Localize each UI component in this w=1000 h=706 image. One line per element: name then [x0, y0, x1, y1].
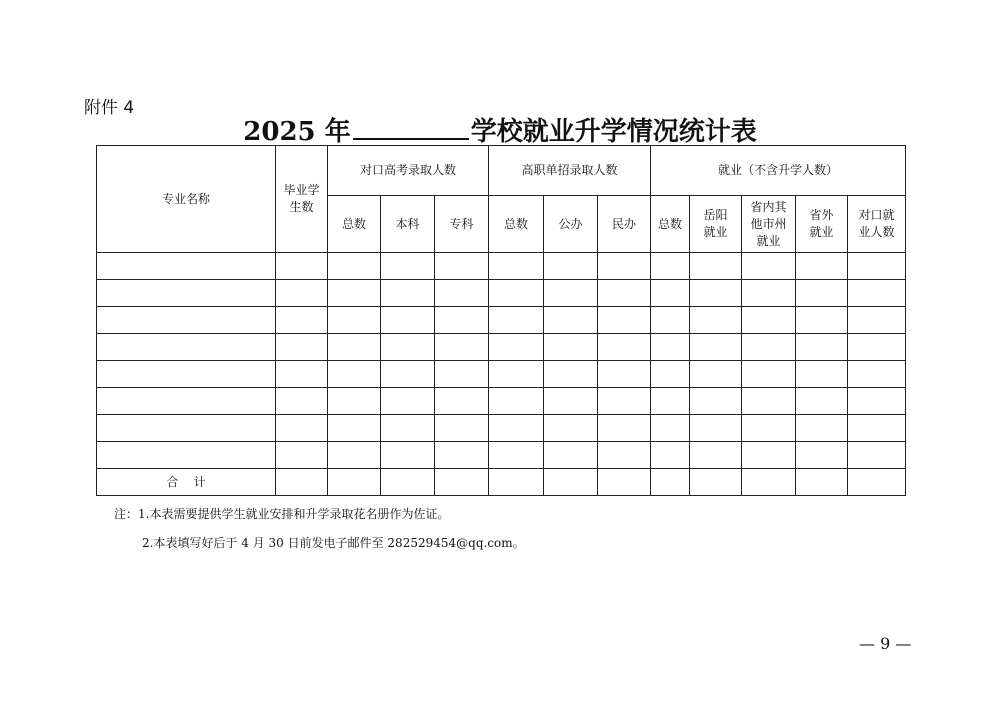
table-cell[interactable]: [435, 388, 489, 415]
table-cell[interactable]: [328, 415, 381, 442]
table-cell[interactable]: [276, 469, 328, 496]
table-cell[interactable]: [381, 469, 435, 496]
table-cell[interactable]: [598, 442, 651, 469]
table-cell[interactable]: [651, 253, 690, 280]
table-cell[interactable]: [848, 334, 906, 361]
notes: [114, 500, 525, 558]
table-cell[interactable]: [97, 442, 276, 469]
table-cell[interactable]: [690, 388, 742, 415]
table-cell[interactable]: [544, 253, 598, 280]
table-cell[interactable]: [97, 388, 276, 415]
table-cell[interactable]: [328, 280, 381, 307]
table-cell[interactable]: [544, 334, 598, 361]
table-cell[interactable]: [598, 334, 651, 361]
table-cell[interactable]: [848, 388, 906, 415]
table-cell[interactable]: [796, 469, 848, 496]
table-cell[interactable]: [651, 280, 690, 307]
table-cell[interactable]: [97, 280, 276, 307]
table-cell[interactable]: [328, 361, 381, 388]
table-cell[interactable]: [489, 442, 544, 469]
table-cell[interactable]: [598, 469, 651, 496]
table-row: [97, 442, 906, 469]
table-cell[interactable]: [276, 361, 328, 388]
note-2: 2.本表填写好后于 4 月 30 日前发电子邮件至 282529454@qq.com。: [142, 536, 525, 550]
table-cell[interactable]: [690, 361, 742, 388]
table-cell[interactable]: [544, 280, 598, 307]
header-group-gaokao: 对口高考录取人数: [328, 146, 489, 196]
title-year: 2025 年: [243, 117, 351, 147]
table-cell[interactable]: [690, 415, 742, 442]
table-cell[interactable]: [276, 280, 328, 307]
table-cell[interactable]: [796, 415, 848, 442]
table-row: [97, 415, 906, 442]
table-cell[interactable]: [848, 442, 906, 469]
table-cell[interactable]: [435, 469, 489, 496]
table-cell[interactable]: [328, 334, 381, 361]
note-1: 注：1.本表需要提供学生就业安排和升学录取花名册作为佐证。: [114, 507, 450, 521]
table-body: [97, 253, 906, 469]
page-number: — 9 —: [859, 634, 912, 653]
table-cell[interactable]: [848, 415, 906, 442]
table-cell[interactable]: [742, 253, 796, 280]
table-cell[interactable]: [742, 280, 796, 307]
table-cell[interactable]: [690, 442, 742, 469]
header-group-employment: 就业（不含升学人数）: [651, 146, 906, 196]
header-graduates: [276, 146, 328, 253]
total-label: 合 计: [97, 469, 276, 496]
table-cell[interactable]: [848, 469, 906, 496]
table-cell[interactable]: [489, 253, 544, 280]
table-cell[interactable]: [651, 307, 690, 334]
table-cell[interactable]: [742, 307, 796, 334]
header-graduates-text: 毕业学生数: [283, 183, 320, 214]
table-cell[interactable]: [651, 415, 690, 442]
table-cell[interactable]: [690, 469, 742, 496]
total-row: [97, 469, 906, 496]
table-cell[interactable]: [489, 334, 544, 361]
table-cell[interactable]: [742, 388, 796, 415]
table-cell[interactable]: [651, 388, 690, 415]
table-cell[interactable]: [690, 334, 742, 361]
table-cell[interactable]: [598, 388, 651, 415]
header-emp-outside: [796, 196, 848, 253]
table-cell[interactable]: [97, 307, 276, 334]
table-cell[interactable]: [276, 307, 328, 334]
table-row: [97, 253, 906, 280]
table-cell[interactable]: [742, 361, 796, 388]
table-row: [97, 388, 906, 415]
table-cell[interactable]: [435, 442, 489, 469]
table-cell[interactable]: [328, 388, 381, 415]
table-cell[interactable]: [544, 361, 598, 388]
table-cell[interactable]: [544, 388, 598, 415]
table-cell[interactable]: [690, 280, 742, 307]
header-major-name: 专业名称: [97, 146, 276, 253]
table-cell[interactable]: [489, 280, 544, 307]
table-cell[interactable]: [598, 415, 651, 442]
header-emp-matched-text: 对口就业人数: [858, 208, 895, 239]
table-cell[interactable]: [435, 253, 489, 280]
header-danzhao-total: 总数: [489, 196, 544, 253]
header-emp-matched: [848, 196, 906, 253]
table-cell[interactable]: [796, 334, 848, 361]
table-cell[interactable]: [328, 469, 381, 496]
table-cell[interactable]: [435, 307, 489, 334]
table-cell[interactable]: [276, 253, 328, 280]
table-cell[interactable]: [435, 334, 489, 361]
table-cell[interactable]: [381, 253, 435, 280]
table-cell[interactable]: [742, 415, 796, 442]
table-cell[interactable]: [276, 442, 328, 469]
table-cell[interactable]: [742, 334, 796, 361]
table-row: [97, 334, 906, 361]
table-cell[interactable]: [381, 307, 435, 334]
table-row: [97, 307, 906, 334]
header-emp-province-other: [742, 196, 796, 253]
table-cell[interactable]: [796, 361, 848, 388]
table-cell[interactable]: [544, 307, 598, 334]
table-cell[interactable]: [435, 415, 489, 442]
table-cell[interactable]: [598, 253, 651, 280]
statistics-table: [96, 145, 906, 496]
table-cell[interactable]: [598, 361, 651, 388]
header-emp-yueyang-text: 岳阳就业: [703, 208, 728, 239]
table-cell[interactable]: [848, 253, 906, 280]
attachment-label: 附件 4: [84, 98, 135, 118]
title-blank-line[interactable]: [353, 112, 469, 140]
table-cell[interactable]: [796, 307, 848, 334]
table-cell[interactable]: [97, 361, 276, 388]
table-cell[interactable]: [651, 361, 690, 388]
header-gaokao-zhuanke: 专科: [435, 196, 489, 253]
table-cell[interactable]: [848, 280, 906, 307]
table-cell[interactable]: [97, 415, 276, 442]
table-cell[interactable]: [381, 442, 435, 469]
header-emp-province-other-text: 省内其他市州就业: [750, 199, 787, 248]
table-cell[interactable]: [848, 361, 906, 388]
table-cell[interactable]: [544, 415, 598, 442]
table-cell[interactable]: [381, 361, 435, 388]
header-gaokao-benke: 本科: [381, 196, 435, 253]
header-row-1: [97, 146, 906, 196]
header-danzhao-private: 民办: [598, 196, 651, 253]
table-row: [97, 361, 906, 388]
table-cell[interactable]: [651, 442, 690, 469]
table-cell[interactable]: [97, 253, 276, 280]
table-cell[interactable]: [690, 253, 742, 280]
title-suffix: 学校就业升学情况统计表: [470, 117, 757, 147]
table-cell[interactable]: [276, 415, 328, 442]
table-cell[interactable]: [381, 334, 435, 361]
table-cell[interactable]: [328, 442, 381, 469]
header-danzhao-public: 公办: [544, 196, 598, 253]
table-cell[interactable]: [435, 361, 489, 388]
table-cell[interactable]: [328, 253, 381, 280]
table-row: [97, 280, 906, 307]
table-cell[interactable]: [544, 469, 598, 496]
table-cell[interactable]: [489, 469, 544, 496]
header-emp-outside-text: 省外就业: [809, 208, 834, 239]
table-cell[interactable]: [489, 415, 544, 442]
table-cell[interactable]: [489, 388, 544, 415]
table-cell[interactable]: [796, 280, 848, 307]
header-emp-yueyang: [690, 196, 742, 253]
table-cell[interactable]: [796, 388, 848, 415]
header-emp-total: 总数: [651, 196, 690, 253]
table-cell[interactable]: [381, 280, 435, 307]
table-cell[interactable]: [690, 307, 742, 334]
table-cell[interactable]: [276, 334, 328, 361]
table-cell[interactable]: [598, 307, 651, 334]
table-cell[interactable]: [796, 442, 848, 469]
table-cell[interactable]: [381, 388, 435, 415]
table-cell[interactable]: [276, 388, 328, 415]
table-cell[interactable]: [328, 307, 381, 334]
table-cell[interactable]: [97, 334, 276, 361]
table-cell[interactable]: [489, 361, 544, 388]
table-cell[interactable]: [848, 307, 906, 334]
table-cell[interactable]: [651, 334, 690, 361]
table-cell[interactable]: [651, 469, 690, 496]
table-cell[interactable]: [742, 442, 796, 469]
header-group-danzhao: 高职单招录取人数: [489, 146, 651, 196]
table-cell[interactable]: [544, 442, 598, 469]
header-gaokao-total: 总数: [328, 196, 381, 253]
table-cell[interactable]: [742, 469, 796, 496]
table-cell[interactable]: [381, 415, 435, 442]
table-cell[interactable]: [435, 280, 489, 307]
table-cell[interactable]: [489, 307, 544, 334]
table-cell[interactable]: [796, 253, 848, 280]
table-cell[interactable]: [598, 280, 651, 307]
